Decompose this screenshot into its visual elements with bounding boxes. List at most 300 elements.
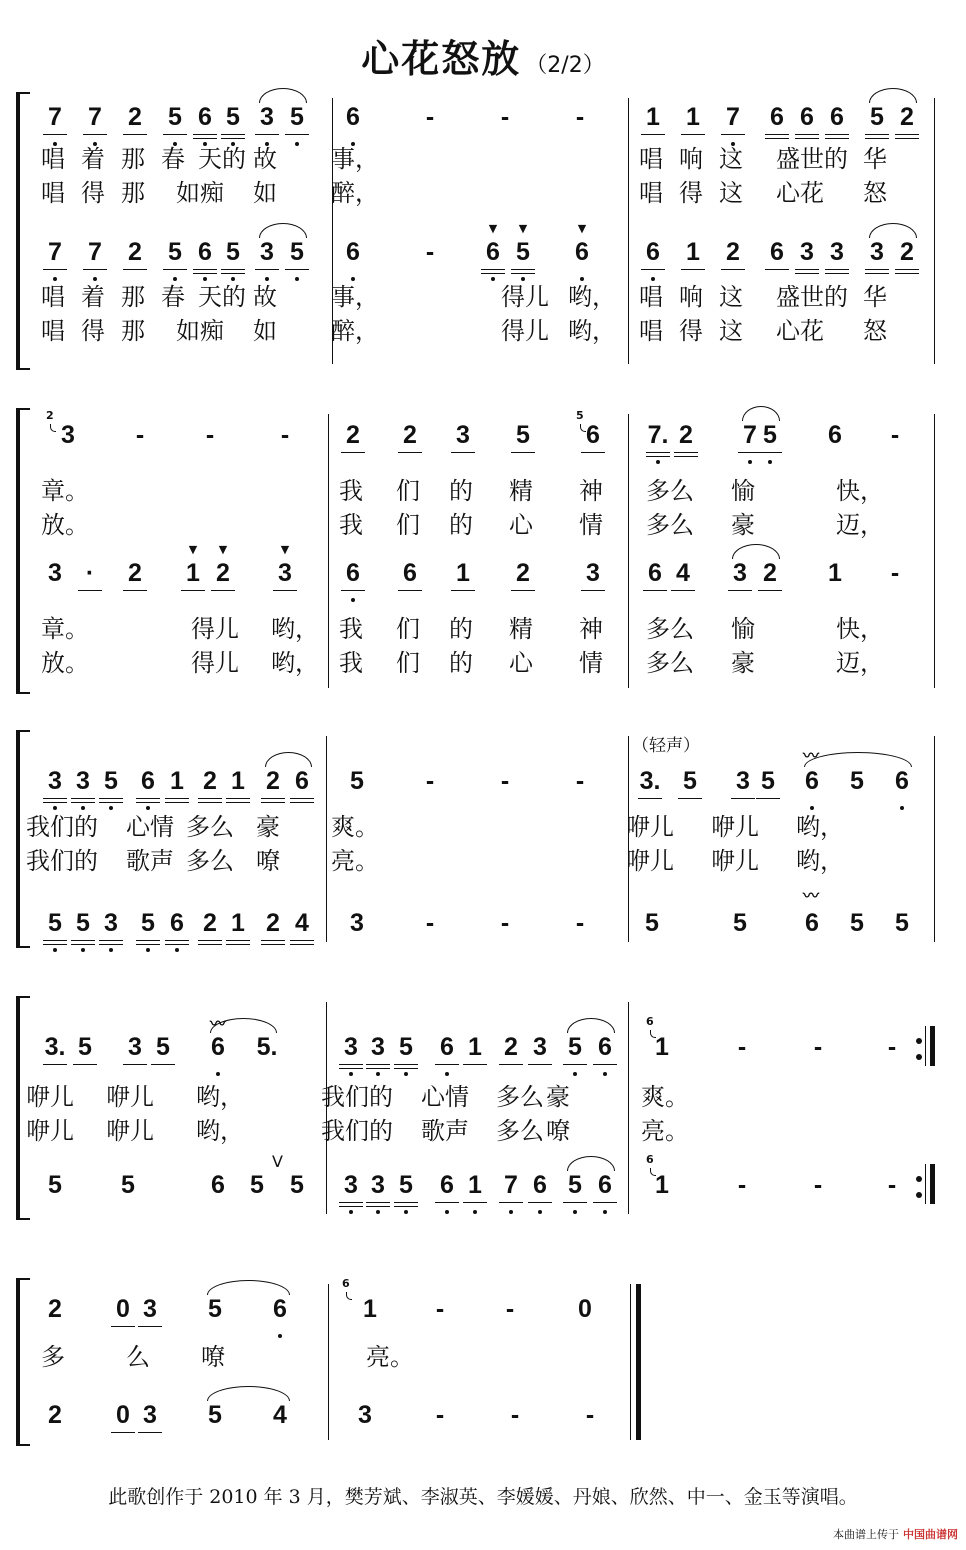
slur-arc (869, 88, 917, 103)
rhythm-underline (681, 134, 705, 135)
lyric-syllable: 我 (339, 649, 363, 677)
rhythm-underline (511, 269, 535, 270)
jianpu-note: 6 (648, 559, 662, 587)
rhythm-underline (795, 273, 819, 274)
lyric-syllable: 多么 (186, 813, 234, 841)
jianpu-note: - (280, 421, 290, 449)
octave-dot (573, 1072, 577, 1076)
octave-dot (53, 806, 57, 810)
lyric-syllable: 如 (253, 179, 277, 207)
lyric-syllable: 歌声 (126, 847, 174, 875)
mordent-mark: 〰 (803, 746, 818, 765)
octave-dot (173, 277, 177, 281)
lyric-syllable: 爽。 (331, 813, 379, 841)
lyric-syllable: 哟， (271, 649, 319, 677)
mordent-mark: 〰 (210, 1014, 225, 1033)
rhythm-underline (290, 798, 314, 799)
lyric-syllable: 唱 (41, 317, 65, 345)
jianpu-note: 5 (104, 767, 118, 795)
lyric-syllable: 盛世的 (776, 145, 848, 173)
rhythm-underline (221, 273, 245, 274)
accent-mark: ▼ (218, 543, 228, 556)
rhythm-underline (366, 1206, 390, 1207)
jianpu-note: - (500, 767, 510, 795)
watermark-text: 本曲谱上传于 (833, 1528, 899, 1541)
lyric-syllable: 多么 (646, 511, 694, 539)
lyric-syllable: 精 (509, 477, 533, 505)
rhythm-underline (273, 590, 297, 591)
jianpu-note: - (575, 103, 585, 131)
jianpu-note: 3 (260, 103, 274, 131)
lyric-syllable: 愉 (731, 477, 755, 505)
lyric-syllable: 如痴 (176, 317, 224, 345)
jianpu-note: 5 (48, 1171, 62, 1199)
lyric-syllable: 我们的 (321, 1117, 393, 1145)
rhythm-underline (341, 452, 365, 453)
grace-note: 5 (576, 409, 584, 422)
slur-arc (732, 544, 780, 559)
rhythm-underline (758, 590, 782, 591)
repeat-bar-thin (925, 1026, 926, 1066)
octave-dot (521, 277, 525, 281)
octave-dot (349, 1072, 353, 1076)
rhythm-underline (136, 940, 160, 941)
lyric-syllable: 快， (836, 615, 884, 643)
lyric-syllable: 豪 (256, 813, 280, 841)
system-3 (0, 730, 966, 948)
rhythm-underline (165, 802, 189, 803)
bar-line (326, 736, 327, 942)
lyric-syllable: 盛世的 (776, 283, 848, 311)
system-4 (0, 996, 966, 1220)
jianpu-note: 6 (486, 238, 500, 266)
title-part-number: （2/2） (525, 53, 605, 78)
rhythm-underline (43, 802, 67, 803)
jianpu-note: 6 (440, 1171, 454, 1199)
jianpu-note: 5 (76, 909, 90, 937)
bar-line (628, 98, 629, 364)
rhythm-underline (211, 590, 235, 591)
jianpu-note: 5 (763, 421, 777, 449)
final-bar-thin (630, 1284, 631, 1440)
lyric-syllable: 哟， (271, 615, 319, 643)
rhythm-underline (528, 1064, 552, 1065)
title-text: 心花怒放 (361, 37, 522, 81)
rhythm-underline (43, 944, 67, 945)
lyric-syllable: 多么 (646, 615, 694, 643)
rhythm-underline (646, 452, 670, 453)
lyric-syllable: 响 (679, 145, 703, 173)
lyric-syllable: 们 (396, 615, 420, 643)
jianpu-note: - (425, 103, 435, 131)
jianpu-note: 0 (116, 1401, 130, 1429)
lyric-syllable: 得 (679, 317, 703, 345)
rhythm-underline (290, 944, 314, 945)
lyric-syllable: 的 (449, 615, 473, 643)
jianpu-note: 3 (733, 559, 747, 587)
rhythm-underline (728, 590, 752, 591)
lyric-syllable: 多么 (646, 649, 694, 677)
lyric-syllable: 得 (81, 179, 105, 207)
jianpu-note: 1 (170, 767, 184, 795)
jianpu-note: 3 (128, 1033, 142, 1061)
rhythm-underline (366, 1068, 390, 1069)
slur-arc (259, 223, 307, 238)
jianpu-note: - (135, 421, 145, 449)
jianpu-note: 5 (250, 1171, 264, 1199)
bar-line (328, 414, 329, 688)
rhythm-underline (641, 134, 665, 135)
jianpu-note: - (575, 909, 585, 937)
lyric-syllable: 迈， (836, 649, 884, 677)
rhythm-underline (71, 802, 95, 803)
octave-dot (93, 277, 97, 281)
jianpu-note: 7 (48, 238, 62, 266)
rhythm-underline (765, 134, 789, 135)
lyric-syllable: 着 (81, 283, 105, 311)
jianpu-note: - (887, 1171, 897, 1199)
rhythm-underline (221, 134, 245, 135)
rhythm-underline (366, 1202, 390, 1203)
lyric-syllable: 情 (579, 649, 603, 677)
rhythm-underline (99, 802, 123, 803)
jianpu-note: 5 (290, 103, 304, 131)
rhythm-underline (71, 940, 95, 941)
rhythm-underline (193, 269, 217, 270)
jianpu-note: 3 (76, 767, 90, 795)
accent-mark: ▼ (488, 222, 498, 235)
octave-dot (651, 277, 655, 281)
jianpu-note: 5 (895, 909, 909, 937)
octave-dot (146, 948, 150, 952)
rhythm-underline (193, 273, 217, 274)
rhythm-underline (765, 269, 789, 270)
rhythm-underline (136, 798, 160, 799)
jianpu-note: 1 (186, 559, 200, 587)
rhythm-underline (226, 944, 250, 945)
rhythm-underline (394, 1068, 418, 1069)
lyric-syllable: 唱 (639, 145, 663, 173)
lyric-syllable: 事， (331, 283, 379, 311)
lyric-syllable: 嘹 (201, 1343, 225, 1371)
lyric-syllable: 豪 (731, 649, 755, 677)
grace-curve (50, 424, 56, 432)
system-bracket (16, 408, 30, 694)
lyric-syllable: 哟， (796, 813, 844, 841)
rhythm-underline (43, 134, 67, 135)
octave-dot (573, 1210, 577, 1214)
jianpu-note: 7 (88, 238, 102, 266)
lyric-syllable: 多么 (496, 1117, 544, 1145)
lyric-syllable: 咿儿 (626, 847, 674, 875)
lyric-syllable: 唱 (639, 317, 663, 345)
rhythm-underline (193, 134, 217, 135)
jianpu-note: 2 (203, 909, 217, 937)
octave-dot (81, 948, 85, 952)
lyric-syllable: 心 (509, 511, 533, 539)
lyric-syllable: 春 (161, 283, 185, 311)
jianpu-note: 2 (128, 559, 142, 587)
repeat-dot (916, 1192, 922, 1198)
jianpu-note: - (425, 238, 435, 266)
rhythm-underline (198, 802, 222, 803)
rhythm-underline (255, 269, 279, 270)
jianpu-note: 3 (870, 238, 884, 266)
rhythm-underline (435, 1064, 459, 1065)
repeat-dot (916, 1176, 922, 1182)
jianpu-note: 1 (468, 1033, 482, 1061)
rhythm-underline (435, 1202, 459, 1203)
lyric-syllable: 得 (679, 179, 703, 207)
rhythm-underline (341, 590, 365, 591)
rhythm-underline (865, 134, 889, 135)
lyric-syllable: 天的 (198, 145, 246, 173)
jianpu-note: 5 (568, 1171, 582, 1199)
repeat-bar-thick (930, 1026, 935, 1066)
jianpu-note: 3 (371, 1171, 385, 1199)
lyric-syllable: 多么 (496, 1083, 544, 1111)
rhythm-underline (825, 269, 849, 270)
lyric-syllable: 这 (719, 145, 743, 173)
jianpu-note: 6 (830, 103, 844, 131)
jianpu-note: 5 (850, 909, 864, 937)
jianpu-note: 6 (805, 767, 819, 795)
lyric-syllable: 那 (121, 283, 145, 311)
lyric-syllable: 怒 (863, 317, 887, 345)
rhythm-underline (151, 1064, 175, 1065)
rhythm-underline (499, 1202, 523, 1203)
jianpu-note: 6 (346, 238, 360, 266)
jianpu-note: 1 (655, 1033, 669, 1061)
jianpu-note: 5 (208, 1401, 222, 1429)
octave-dot (603, 1072, 607, 1076)
mordent-mark: 〰 (803, 886, 818, 905)
rhythm-underline (463, 1064, 487, 1065)
octave-dot (538, 1210, 542, 1214)
slur-arc (567, 1156, 615, 1171)
jianpu-note: 7 (743, 421, 757, 449)
rhythm-underline (825, 273, 849, 274)
jianpu-note: - (887, 1033, 897, 1061)
jianpu-note: 7 (48, 103, 62, 131)
lyric-syllable: 我 (339, 615, 363, 643)
breath-mark: V (272, 1152, 283, 1171)
octave-dot (748, 460, 752, 464)
rhythm-underline (563, 1064, 587, 1065)
rhythm-underline (163, 134, 187, 135)
rhythm-underline (285, 269, 309, 270)
rhythm-underline (221, 269, 245, 270)
lyric-syllable: 章。 (41, 477, 89, 505)
lyric-syllable: 我们的 (321, 1083, 393, 1111)
jianpu-note: 5 (733, 909, 747, 937)
lyric-syllable: 华 (863, 283, 887, 311)
rhythm-underline (528, 1202, 552, 1203)
slur-arc (567, 1018, 615, 1033)
lyric-syllable: 么 (126, 1343, 150, 1371)
jianpu-note: 4 (295, 909, 309, 937)
jianpu-note: 6 (533, 1171, 547, 1199)
rhythm-underline (198, 940, 222, 941)
rhythm-underline (451, 590, 475, 591)
lyric-syllable: 我 (339, 511, 363, 539)
lyric-syllable: 神 (579, 615, 603, 643)
octave-dot (349, 1210, 353, 1214)
jianpu-note: - (205, 421, 215, 449)
system-bracket (16, 92, 30, 370)
lyric-syllable: 神 (579, 477, 603, 505)
jianpu-note: 5 (568, 1033, 582, 1061)
rhythm-underline (163, 269, 187, 270)
rhythm-underline (111, 1432, 135, 1433)
octave-dot (509, 1210, 513, 1214)
jianpu-note: 7. (647, 421, 669, 449)
lyric-syllable: 哟， (568, 317, 616, 345)
rhythm-underline (261, 798, 285, 799)
jianpu-note: - (425, 909, 435, 937)
slur-arc (207, 1386, 290, 1401)
lyric-syllable: 的 (449, 511, 473, 539)
system-5 (0, 1278, 966, 1446)
rhythm-underline (895, 269, 919, 270)
lyric-syllable: 心情 (421, 1083, 469, 1111)
rhythm-underline (221, 138, 245, 139)
system-bracket (16, 1278, 30, 1446)
jianpu-note: 6 (575, 238, 589, 266)
jianpu-note: 6 (211, 1033, 225, 1061)
jianpu-note: 3 (371, 1033, 385, 1061)
lyric-syllable: 嘹 (256, 847, 280, 875)
lyric-syllable: 哟， (796, 847, 844, 875)
jianpu-note: 1 (456, 559, 470, 587)
jianpu-note: 5 (645, 909, 659, 937)
lyric-syllable: 亮。 (366, 1343, 414, 1371)
jianpu-note: 3 (104, 909, 118, 937)
repeat-dot (916, 1038, 922, 1044)
rhythm-underline (78, 590, 102, 591)
lyric-syllable: 故 (253, 283, 277, 311)
lyric-syllable: 们 (396, 649, 420, 677)
jianpu-note: 2 (516, 559, 530, 587)
jianpu-note: 6 (800, 103, 814, 131)
rhythm-underline (865, 269, 889, 270)
lyric-syllable: 放。 (41, 511, 89, 539)
jianpu-note: 1 (231, 767, 245, 795)
lyric-syllable: 迈， (836, 511, 884, 539)
rhythm-underline (394, 1206, 418, 1207)
soft-voice-mark: （轻声） (632, 736, 700, 756)
jianpu-note: 5 (399, 1171, 413, 1199)
jianpu-note: 5 (168, 103, 182, 131)
octave-dot (216, 1072, 220, 1076)
octave-dot (810, 806, 814, 810)
rhythm-underline (758, 452, 782, 453)
system-2 (0, 408, 966, 694)
rhythm-underline (674, 456, 698, 457)
jianpu-note: 1 (646, 103, 660, 131)
jianpu-note: 5 (226, 103, 240, 131)
lyric-syllable: 得儿 (191, 649, 239, 677)
bar-line (934, 736, 935, 942)
jianpu-note: 6 (346, 103, 360, 131)
accent-mark: ▼ (518, 222, 528, 235)
rhythm-underline (99, 940, 123, 941)
rhythm-underline (795, 269, 819, 270)
octave-dot (53, 277, 57, 281)
jianpu-note: - (500, 103, 510, 131)
lyric-syllable: 唱 (639, 283, 663, 311)
jianpu-note: 2 (900, 103, 914, 131)
slur-arc (742, 406, 780, 421)
jianpu-note: 6 (598, 1171, 612, 1199)
lyric-syllable: 唱 (41, 179, 65, 207)
octave-dot (376, 1072, 380, 1076)
rhythm-underline (339, 1206, 363, 1207)
octave-dot (404, 1072, 408, 1076)
jianpu-note: 2 (203, 767, 217, 795)
jianpu-note: - (813, 1171, 823, 1199)
lyric-syllable: 那 (121, 317, 145, 345)
rhythm-underline (638, 798, 662, 799)
rhythm-underline (721, 269, 745, 270)
rhythm-underline (731, 798, 755, 799)
lyric-syllable: 多 (41, 1343, 65, 1371)
octave-dot (203, 277, 207, 281)
rhythm-underline (865, 273, 889, 274)
rhythm-underline (795, 134, 819, 135)
octave-dot (146, 806, 150, 810)
bar-line (628, 414, 629, 688)
jianpu-note: 5 (850, 767, 864, 795)
rhythm-underline (136, 802, 160, 803)
rhythm-underline (193, 138, 217, 139)
lyric-syllable: 唱 (41, 145, 65, 173)
lyric-syllable: 哟， (568, 283, 616, 311)
jianpu-note: 6 (141, 767, 155, 795)
jianpu-note: 6 (770, 103, 784, 131)
jianpu-note: - (575, 767, 585, 795)
rhythm-underline (181, 590, 205, 591)
lyric-syllable: 们 (396, 511, 420, 539)
lyric-syllable: 亮。 (331, 847, 379, 875)
jianpu-note: 1 (655, 1171, 669, 1199)
performance-note: 此歌创作于 2010 年 3 月，樊芳斌、李淑英、李媛媛、丹娘、欣然、中一、金玉等演唱。 (108, 1486, 858, 1508)
rhythm-underline (261, 944, 285, 945)
jianpu-note: 6 (586, 421, 600, 449)
jianpu-note: · (85, 559, 95, 587)
rhythm-underline (593, 1202, 617, 1203)
rhythm-underline (226, 798, 250, 799)
jianpu-note: 5 (516, 421, 530, 449)
lyric-syllable: 咿儿 (711, 847, 759, 875)
lyric-syllable: 精 (509, 615, 533, 643)
rhythm-underline (593, 1064, 617, 1065)
octave-dot (473, 1210, 477, 1214)
lyric-syllable: 咿儿 (26, 1117, 74, 1145)
rhythm-underline (290, 940, 314, 941)
lyric-syllable: 咿儿 (626, 813, 674, 841)
site-logo-text: 中国曲谱网 (903, 1528, 958, 1541)
lyric-syllable: 得儿 (191, 615, 239, 643)
rhythm-underline (825, 134, 849, 135)
jianpu-note: 2 (763, 559, 777, 587)
rhythm-underline (71, 944, 95, 945)
lyric-syllable: 那 (121, 179, 145, 207)
octave-dot (580, 277, 584, 281)
jianpu-note: 3 (48, 767, 62, 795)
jianpu-note: 3 (586, 559, 600, 587)
slur-arc (259, 88, 307, 103)
